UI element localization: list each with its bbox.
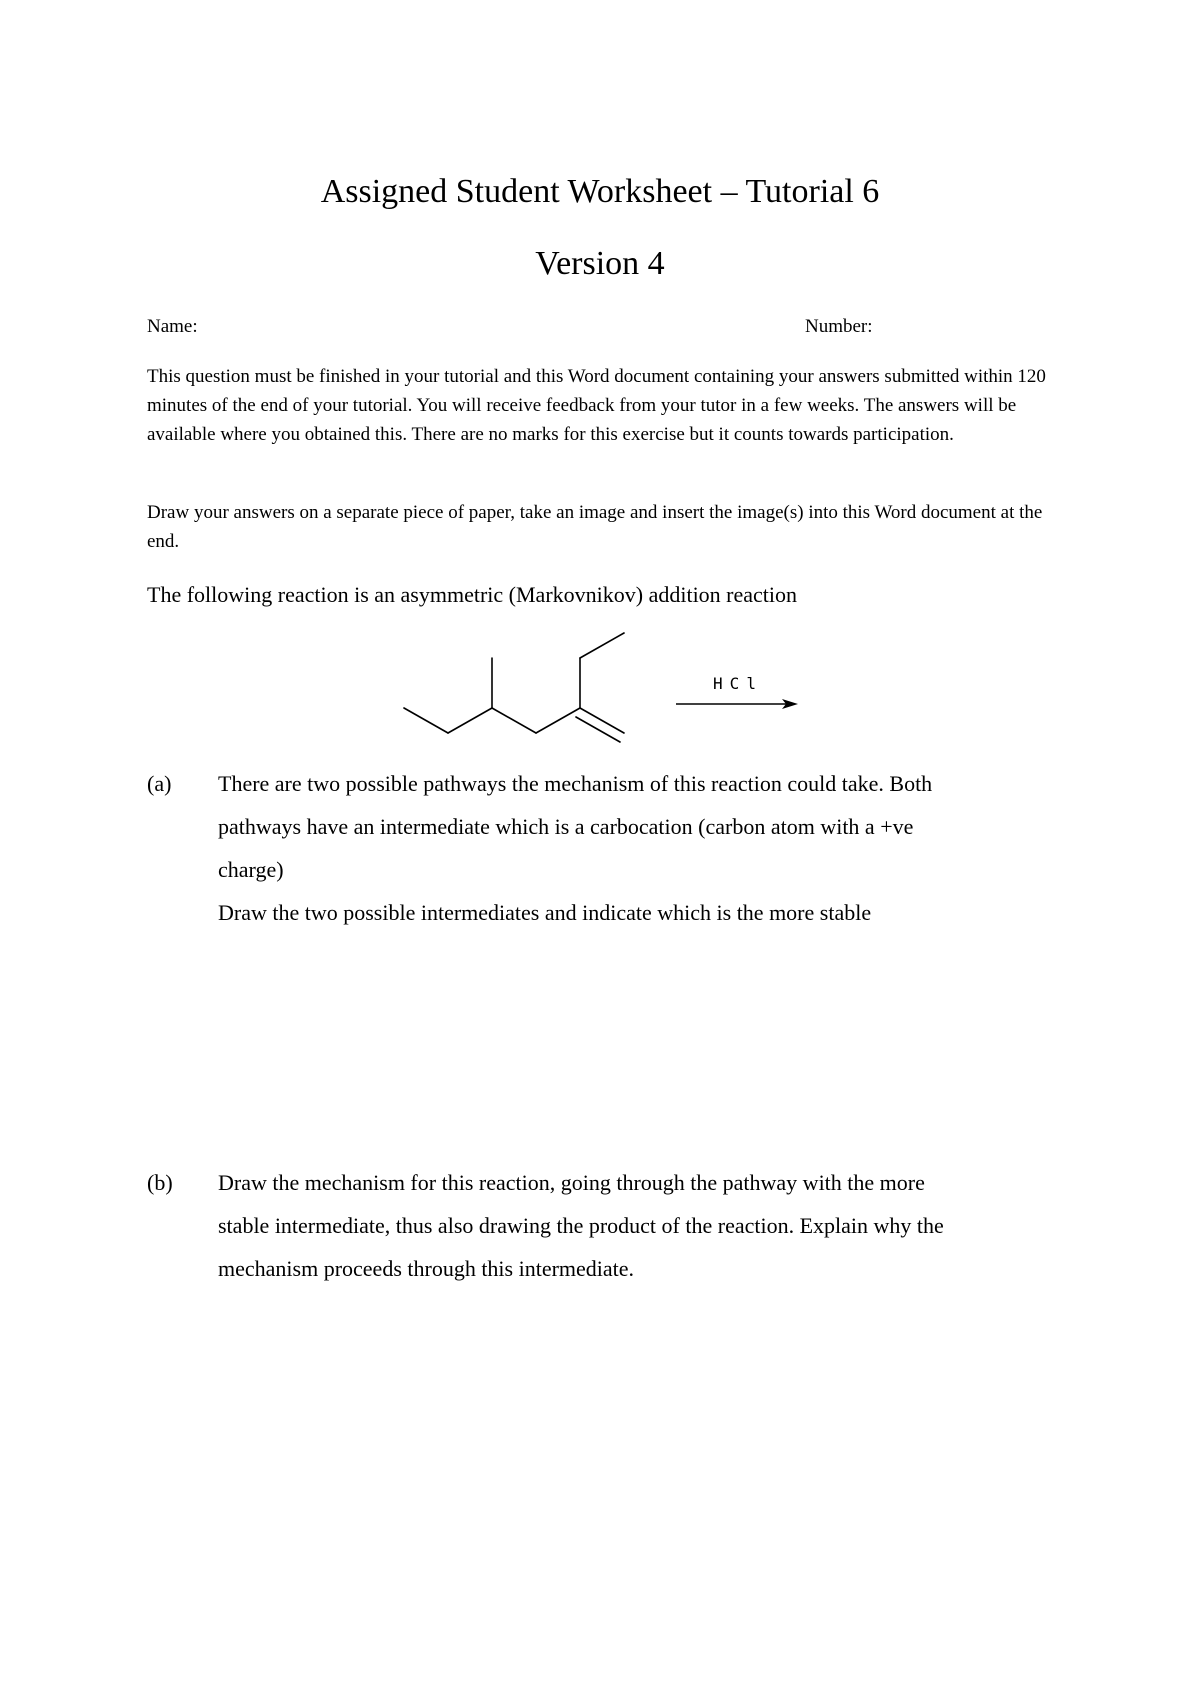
question-label: (a) xyxy=(147,771,172,796)
question-text xyxy=(218,762,1068,934)
question-line: Draw the two possible intermediates and indicate which is the more stable xyxy=(218,900,872,925)
skeletal-alkene-icon xyxy=(404,633,624,742)
name-field-label: Name: xyxy=(147,316,198,337)
question-label: (b) xyxy=(147,1170,173,1195)
number-field-label: Number: xyxy=(805,316,873,337)
question-line: charge) xyxy=(218,857,284,882)
page-title: Assigned Student Worksheet – Tutorial 6 xyxy=(320,173,880,210)
instruction-paragraph: Draw your answers on a separate piece of paper, take an image and insert the image(s) into this Word document at the end. xyxy=(147,502,1043,552)
question-line: stable intermediate, thus also drawing the product of the reaction. Explain why the xyxy=(218,1213,944,1238)
instruction-paragraph: This question must be finished in your tutorial and this Word document containing your answers submitted within 120 minutes of the end of your tutorial. You will receive feedback from your tutor in a few weeks. The answers will be available where you obtained this. There are no marks for this exercise but it counts towards participation. xyxy=(147,366,1046,445)
reaction-intro: The following reaction is an asymmetric (Markovnikov) addition reaction xyxy=(147,582,798,607)
version-heading: Version 4 xyxy=(535,245,665,282)
question-line: Draw the mechanism for this reaction, going through the pathway with the more xyxy=(218,1170,925,1195)
reaction-arrow-icon xyxy=(676,699,798,709)
reaction-scheme xyxy=(0,0,1200,760)
question-line: pathways have an intermediate which is a carbocation (carbon atom with a +ve xyxy=(218,814,914,839)
question-text xyxy=(218,1161,1068,1290)
question-line: There are two possible pathways the mechanism of this reaction could take. Both xyxy=(218,771,933,796)
reagent-label: HCl xyxy=(713,674,763,693)
question-line: mechanism proceeds through this intermediate. xyxy=(218,1256,635,1281)
